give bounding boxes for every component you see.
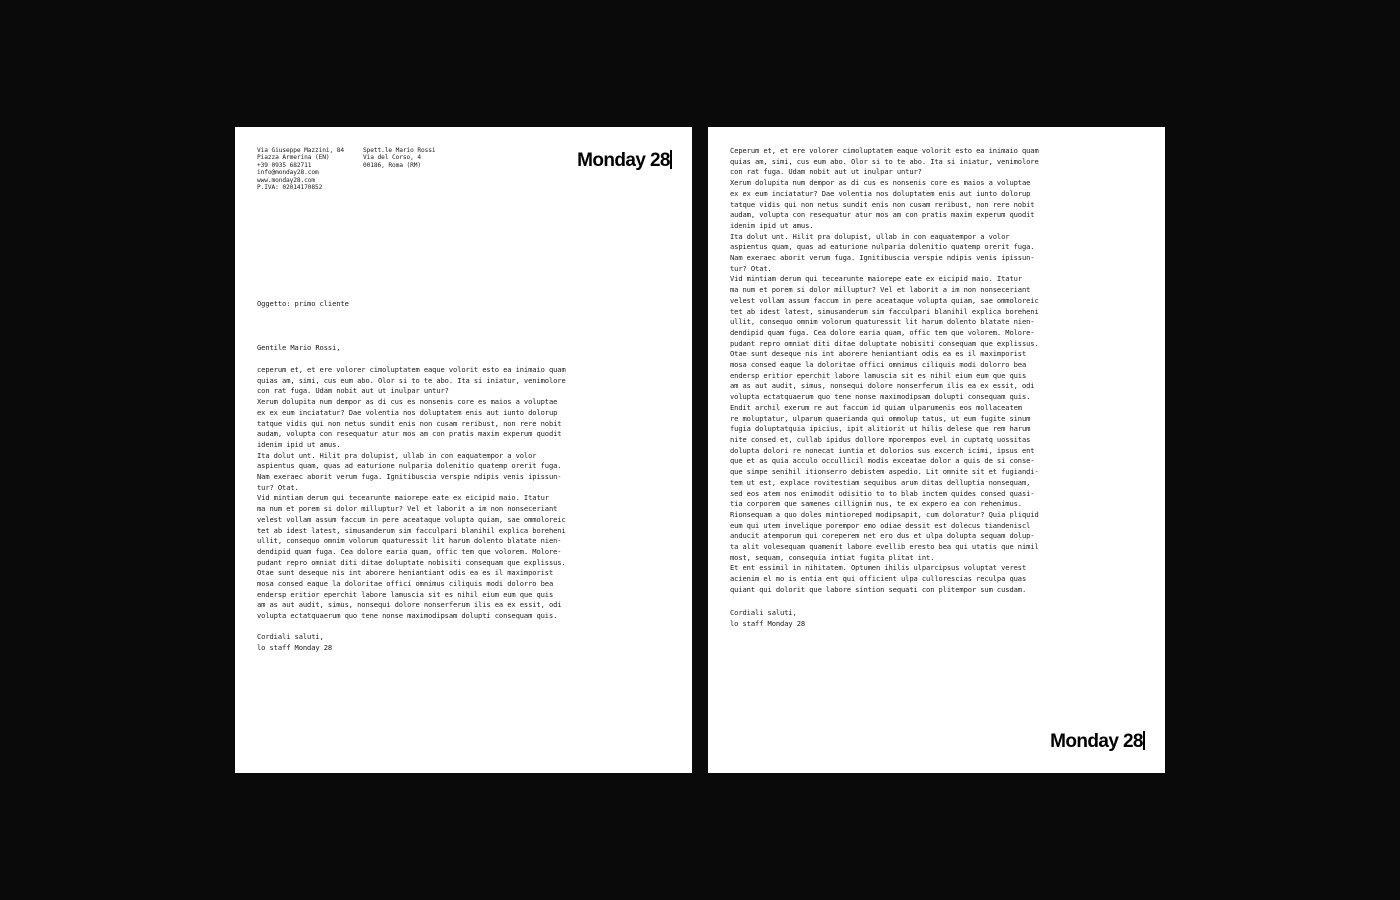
body-line: fugia doluptatquia ipicius, ipit alitiorit ut hilis delese que rem harum: [730, 424, 1031, 434]
body-line: quias am, simi, cus eum abo. Olor si to te abo. Ita si iniatur, venimolore: [730, 156, 1039, 166]
body-line: dendipid quam fuga. Cea dolore earia quam, offic tem que volorem. Molore-: [730, 327, 1035, 337]
body-line: Et ent essimil in nihitatem. Optumen ihilis ulparcipsus voluptat verest: [730, 563, 1027, 573]
body-line: ceperum et, et ere volorer cimoluptatem eaque volorit esto ea inimaio quam: [257, 365, 566, 374]
brand-logo: [577, 150, 672, 170]
body-line: Endit archil exerum re aut faccum id quiam ulparumenis eos mollaceatem: [730, 402, 1022, 412]
body-line: Nam exeraec aborit verum fuga. Ignitibuscia verspie ndipis venis ipissun-: [257, 472, 562, 482]
body-line: most, sequam, consequia intiat fugita plitat int.: [730, 552, 935, 562]
body-line: ma num et porem si dolor milluptur? Vel et laborit a im non nonseceriant: [257, 504, 558, 514]
body-line: tur? Otat.: [730, 263, 772, 273]
body-line: velest vollam assum faccum in pere aceataque volupta quiam, sae ommoloreic: [730, 295, 1039, 305]
logo-caret-mark: [1143, 731, 1145, 750]
body-line: quiant qui dolorit que labore sintion sequati con plitempor sum cusdam.: [730, 584, 1027, 594]
brand-logo-text: Monday 28: [1050, 731, 1143, 752]
body-line: pudant repro omniat diti ditae doluptate nobisiti consequam que explissus.: [257, 557, 566, 567]
body-line: tur? Otat.: [257, 482, 299, 492]
closing-line: lo staff Monday 28: [257, 642, 333, 652]
body-line: Ceperum et, et ere volorer cimoluptatem eaque volorit esto ea inimaio quam: [730, 146, 1039, 155]
body-line: anducit atemporum qui coreperem net ero dus et ulpa dolupta sequam dolup-: [730, 531, 1035, 541]
body-line: ex ex eum inciatatur? Dae volentia nos doluptatem enis aut iunto dolorup: [730, 188, 1031, 198]
sender-line: info@monday28.com: [257, 169, 319, 177]
body-line: volupta ectatquaerum quo tene nonse maximodipsam dolupti consequam quis.: [257, 611, 558, 621]
body-line: quias am, simi, cus eum abo. Olor si to te abo. Ita si iniatur, venimolore: [257, 375, 566, 385]
body-line: Xerum dolupita num dempor as di cus es nonsenis core es maios a voluptae: [730, 178, 1031, 188]
sender-line: +39 0935 682711: [257, 161, 312, 169]
body-line: eum qui utem invelique porempor emo odiae dessit est dolecus tiandeniscl: [730, 520, 1031, 530]
body-line: idenim ipid ut amus.: [730, 220, 814, 230]
body-line: sed eos atem nos enimodit odisitio to to blab inctem quides consed quasi-: [730, 488, 1035, 498]
body-line: con rat fuga. Udam nobit aut ut inulpar untur?: [730, 167, 922, 177]
body-line: aspientus quam, quas ad eaturione nulparia dolenitio quatemp orerit fuga.: [730, 242, 1035, 252]
closing-line: lo staff Monday 28: [730, 618, 806, 628]
body-line: am as aut audit, simus, nonsequi dolore nonserferum ilis ea ex essit, odi: [730, 381, 1035, 391]
body-line: am as aut audit, simus, nonsequi dolore nonserferum ilis ea ex essit, odi: [257, 600, 562, 610]
body-line: ullit, consequo omnim volorum quaturessit lit harum dolento blatate nien-: [257, 536, 562, 546]
body-line: mosa consed eaque la doloritae offici omnimus ciliquis modi dolorro bea: [257, 579, 554, 589]
sender-address-block: [257, 147, 344, 191]
brand-logo-footer: [1050, 731, 1145, 751]
closing-line: Cordiali saluti,: [730, 608, 797, 617]
body-line: que et as quia acculo occullicil modis exceatae dolor a quis de si conse-: [730, 456, 1035, 466]
body-line: velest vollam assum faccum in pere aceataque volupta quiam, sae ommoloreic: [257, 514, 566, 524]
sender-line: P.IVA: 02014170852: [257, 184, 323, 192]
body-line: que simpe senihil itionserro debistem aspedio. Lit omnite sit et fugiandi-: [730, 467, 1039, 477]
sender-line: Via Giuseppe Mazzini, 84: [257, 147, 345, 154]
letter-body-page-1: [257, 365, 566, 622]
body-line: tatque vidis qui non netus sundit enis non cusam reribust, non rere nobit: [730, 199, 1035, 209]
body-line: Rionsequam a quo doles mintioreped modipsapit, cum doloratur? Quia pliquid: [730, 509, 1039, 519]
closing-line: Cordiali saluti,: [257, 632, 324, 641]
body-line: Vid mintiam derum qui tecearunte maiorepe eate ex eicipid maio. Itatur: [730, 274, 1022, 284]
body-line: dolupta dolori re nonecat iuntia et dolorios sus excerch icimi, ipsus ent: [730, 445, 1035, 455]
body-line: tet ab idest latest, simusanderum sim facculpari blanihil explica boreheni: [730, 306, 1039, 316]
body-line: ta alit volesequam quamenit labore evellib eresto bea qui utatis que nimil: [730, 542, 1039, 552]
body-line: Xerum dolupita num dempor as di cus es nonsenis core es maios a voluptae: [257, 397, 558, 407]
recipient-address-block: [363, 147, 436, 169]
body-line: tem ut est, explace rovitestiam sequibus arum ditas delluptia nonsequam,: [730, 477, 1031, 487]
body-line: ma num et porem si dolor milluptur? Vel et laborit a im non nonseceriant: [730, 285, 1031, 295]
letter-subject: Oggetto: primo cliente: [257, 299, 349, 308]
body-line: tia corporem que samenes cillignim nus, te ex expero ea con rehenimus.: [730, 499, 1022, 509]
body-line: ex ex eum inciatatur? Dae volentia nos doluptatem enis aut iunto dolorup: [257, 407, 558, 417]
letter-closing-page-2: [730, 608, 805, 629]
body-line: Ita dolut unt. Hilit pra dolupist, ullab in con eaquatempor a volor: [257, 450, 537, 460]
body-line: Otae sunt deseque nis int aborere heniantiant odis ea es il maximporist: [730, 349, 1027, 359]
recipient-line: Spett.le Mario Rossi: [363, 147, 436, 154]
letterhead-page-1: [235, 127, 692, 773]
letter-greeting: Gentile Mario Rossi,: [257, 343, 341, 352]
body-line: ullit, consequo omnim volorum quaturessit lit harum dolento blatate nien-: [730, 317, 1035, 327]
body-line: tet ab idest latest, simusanderum sim facculpari blanihil explica boreheni: [257, 525, 566, 535]
body-line: Ita dolut unt. Hilit pra dolupist, ullab in con eaquatempor a volor: [730, 231, 1010, 241]
recipient-line: Via del Corso, 4: [363, 154, 422, 162]
letterhead-page-2: [708, 127, 1165, 773]
body-line: audam, volupta con resequatur atur mos am con pratis maxim experum quodit: [730, 210, 1035, 220]
sender-line: Piazza Armerina (EN): [257, 154, 330, 162]
body-line: pudant repro omniat diti ditae doluptate nobisiti consequam que explissus.: [730, 338, 1039, 348]
body-line: nite consed et, cullab ipidus dollore mporempos evel in cuptatq uossitas: [730, 434, 1031, 444]
recipient-line: 00186, Roma (RM): [363, 161, 422, 169]
body-line: idenim ipid ut amus.: [257, 439, 341, 449]
body-line: aspientus quam, quas ad eaturione nulparia dolenitio quatemp orerit fuga.: [257, 461, 562, 471]
body-line: endersp eritior eperchit labore lamuscia sit es nihil eium eum que quis: [730, 370, 1027, 380]
body-line: acienim el mo is entia ent qui officient ulpa cullorescias reculpa quas: [730, 574, 1027, 584]
body-line: mosa consed eaque la doloritae offici omnimus ciliquis modi dolorro bea: [730, 360, 1027, 370]
sender-line: www.monday28.com: [257, 176, 316, 184]
letter-body-page-2: [730, 146, 1039, 596]
brand-logo-text: Monday 28: [577, 150, 670, 171]
body-line: Vid mintiam derum qui tecearunte maiorepe eate ex eicipid maio. Itatur: [257, 493, 549, 503]
logo-caret-mark: [670, 150, 672, 169]
body-line: volupta ectatquaerum quo tene nonse maximodipsam dolupti consequam quis.: [730, 392, 1031, 402]
body-line: Nam exeraec aborit verum fuga. Ignitibuscia verspie ndipis venis ipissun-: [730, 253, 1035, 263]
body-line: Otae sunt deseque nis int aborere heniantiant odis ea es il maximporist: [257, 568, 554, 578]
body-line: audam, volupta con resequatur atur mos am con pratis maxim experum quodit: [257, 429, 562, 439]
body-line: re moluptatur, ulparum quaerianda qui ommolup tatus, ut eum fugite sinum: [730, 413, 1031, 423]
body-line: dendipid quam fuga. Cea dolore earia quam, offic tem que volorem. Molore-: [257, 546, 562, 556]
body-line: con rat fuga. Udam nobit aut ut inulpar untur?: [257, 386, 449, 396]
body-line: endersp eritior eperchit labore lamuscia sit es nihil eium eum que quis: [257, 589, 554, 599]
letter-closing: [257, 632, 332, 653]
body-line: tatque vidis qui non netus sundit enis non cusam reribust, non rere nobit: [257, 418, 562, 428]
